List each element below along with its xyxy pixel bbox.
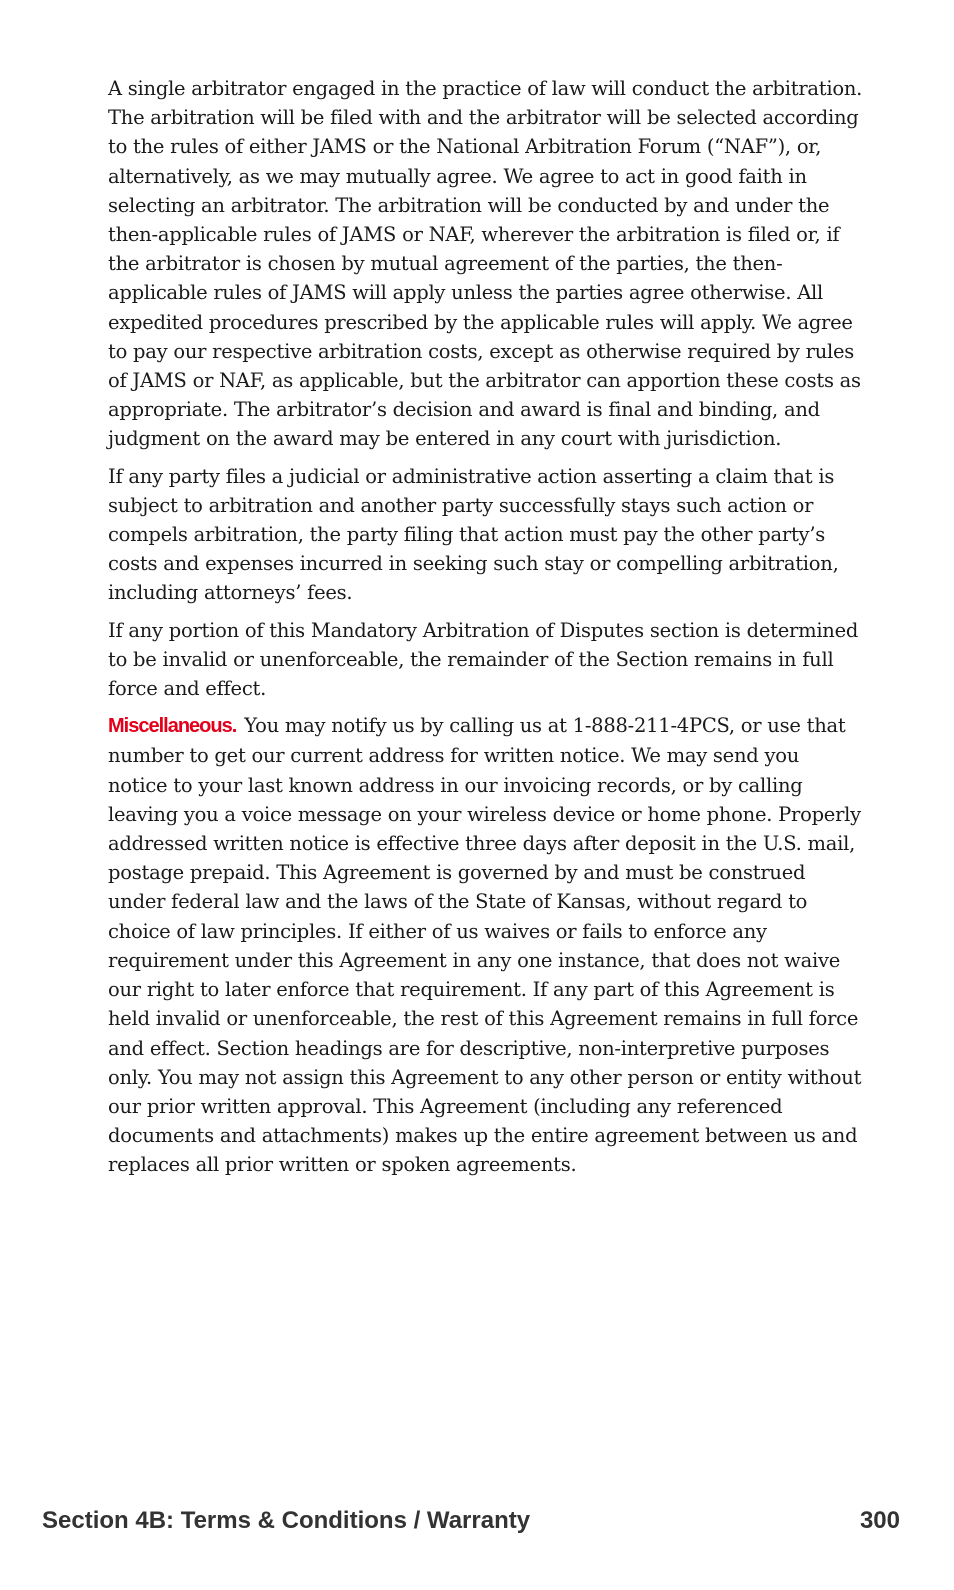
page-footer [42, 1504, 900, 1538]
paragraph-arbitrator-selection: A single arbitrator engaged in the practice of law will conduct the arbitration. The arbitration will be filed with and the arbitrator will be selected according to the rules of either JAMS or the National Arbitration Forum (“NAF”), or, alternatively, as we may mutually agree. We agree to act in good faith in selecting an arbitrator. The arbitration will be conducted by and under the then-applicable rules of JAMS or NAF, wherever the arbitration is filed or, if the arbitrator is chosen by mutual agreement of the parties, the then-applicable rules of JAMS will apply unless the parties agree otherwise. All expedited procedures prescribed by the applicable rules will apply. We agree to pay our respective arbitration costs, except as otherwise required by rules of JAMS or NAF, as applicable, but the arbitrator can apportion these costs as appropriate. The arbitrator’s decision and award is final and binding, and judgment on the award may be entered in any court with jurisdiction. [108, 77, 863, 451]
miscellaneous-text: You may notify us by calling us at 1-888-211-4PCS, or use that number to get our current address for written notice. We may send you notice to your last known address in our invoicing records, or by calling leaving you a voice message on your wireless device or home phone. Properly addressed written notice is effective three days after deposit in the U.S. mail, postage prepaid. This Agreement is governed by and must be construed under federal law and the laws of the State of Kansas, without regard to choice of law principles. If either of us waives or fails to enforce any requirement under this Agreement in any one instance, that does not waive our right to later enforce that requirement. If any part of this Agreement is held invalid or unenforceable, the rest of this Agreement remains in full force and effect. Section headings are for descriptive, non-interpretive purposes only. You may not assign this Agreement to any other person or entity without our prior written approval. This Agreement (including any referenced documents and attachments) makes up the entire agreement between us and replaces all prior written or spoken agreements. [108, 714, 862, 1177]
page-number: 300 [859, 1507, 900, 1534]
document-body [108, 74, 864, 1188]
paragraph-judicial-action: If any party files a judicial or administrative action asserting a claim that is subject to arbitration and another party successfully stays such action or compels arbitration, the party filing that action must pay the other party’s costs and expenses incurred in seeking such stay or compelling arbitration, including attorneys’ fees. [108, 464, 839, 605]
paragraph-miscellaneous [108, 711, 864, 1179]
paragraph-severability: If any portion of this Mandatory Arbitration of Disputes section is determined to be invalid or unenforceable, the remainder of the Section remains in full force and effect. [108, 618, 859, 701]
footer-section-title: Section 4B: Terms & Conditions / Warranty [42, 1507, 531, 1534]
miscellaneous-heading: Miscellaneous. [108, 715, 237, 738]
